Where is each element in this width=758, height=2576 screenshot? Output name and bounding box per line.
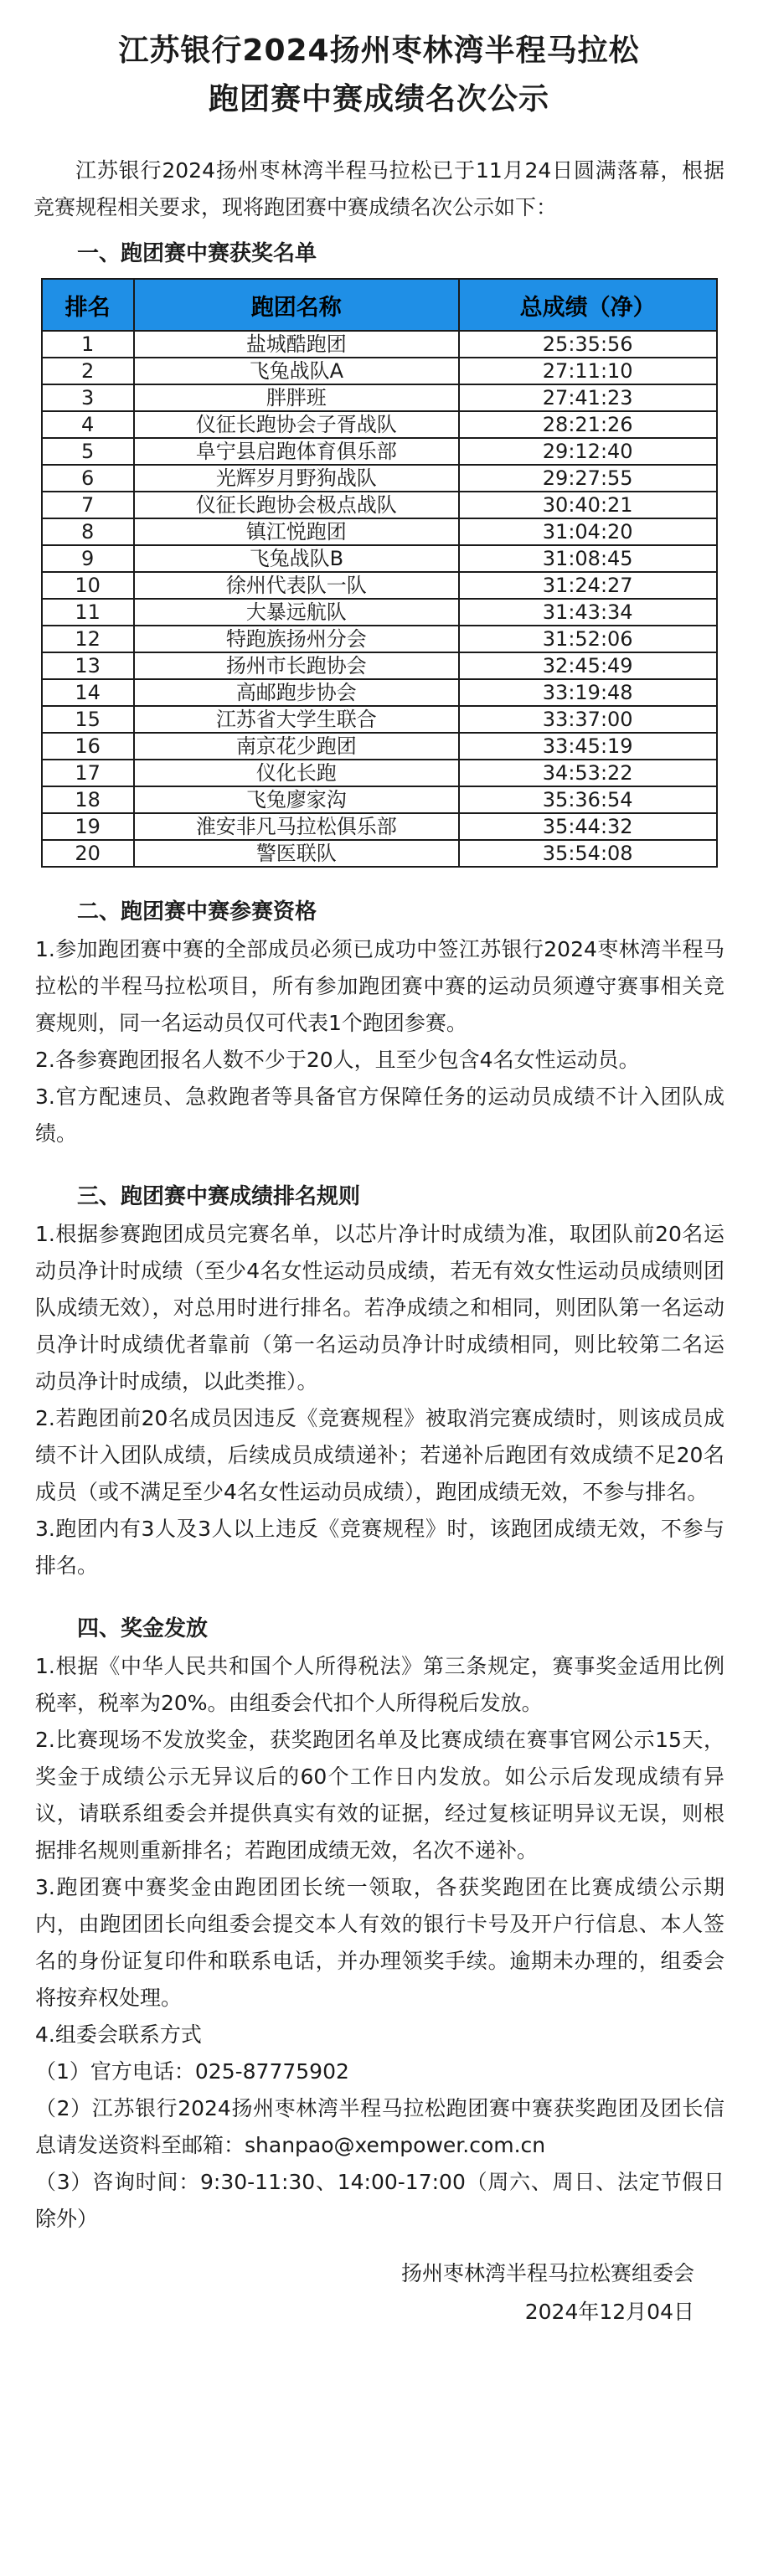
- time-cell: 35:54:08: [459, 840, 717, 867]
- team-cell: 江苏省大学生联合: [134, 706, 459, 733]
- rank-cell: 3: [42, 384, 134, 411]
- team-cell: 仪化长跑: [134, 760, 459, 786]
- time-cell: 31:04:20: [459, 518, 717, 545]
- rank-cell: 15: [42, 706, 134, 733]
- section-4-paragraph-2: 2.比赛现场不发放奖金，获奖跑团名单及比赛成绩在赛事官网公示15天，奖金于成绩公示无异议后的60个工作日内发放。如公示后发现成绩有异议，请联系组委会并提供真实有效的证据，经过复核证明异议无误，则根据排名规则重新排名；若跑团成绩无效，名次不递补。: [35, 1728, 724, 1862]
- team-cell: 特跑族扬州分会: [134, 626, 459, 652]
- rank-cell: 8: [42, 518, 134, 545]
- section-2-paragraph-2: 2.各参赛跑团报名人数不少于20人，且至少包含4名女性运动员。: [35, 1048, 640, 1072]
- time-cell: 31:08:45: [459, 545, 717, 572]
- section-1-heading: 一、跑团赛中赛获奖名单: [77, 241, 317, 266]
- time-cell: 35:44:32: [459, 813, 717, 840]
- table-row: [42, 518, 717, 545]
- time-cell: 33:45:19: [459, 733, 717, 760]
- table-row: [42, 840, 717, 867]
- rank-cell: 6: [42, 465, 134, 492]
- table-header-row: [42, 279, 717, 331]
- section-3-heading: 三、跑团赛中赛成绩排名规则: [77, 1184, 361, 1209]
- time-cell: 32:45:49: [459, 652, 717, 679]
- table-row: [42, 733, 717, 760]
- section-4-heading: 四、奖金发放: [77, 1616, 209, 1641]
- table-row: [42, 679, 717, 706]
- team-cell: 警医联队: [134, 840, 459, 867]
- rank-cell: 11: [42, 599, 134, 626]
- section-3-paragraph-1: 1.根据参赛跑团成员完赛名单，以芯片净计时成绩为准，取团队前20名运动员净计时成绩（至少4名女性运动员成绩，若无有效女性运动员成绩则团队成绩无效），对总用时进行排名。若净成绩之和相同，则团队第一名运动员净计时成绩优者靠前（第一名运动员净计时成绩相同，则比较第二名运动员净计时成绩，以此类推）。: [35, 1222, 724, 1394]
- time-cell: 29:12:40: [459, 438, 717, 465]
- rank-cell: 12: [42, 626, 134, 652]
- team-cell: 阜宁县启跑体育俱乐部: [134, 438, 459, 465]
- time-cell: 33:19:48: [459, 679, 717, 706]
- header-team-name: 跑团名称: [134, 279, 459, 331]
- table-row: [42, 492, 717, 518]
- section-2-heading: 二、跑团赛中赛参赛资格: [77, 899, 317, 925]
- section-4-paragraph-4: 4.组委会联系方式: [35, 2022, 202, 2047]
- time-cell: 28:21:26: [459, 411, 717, 438]
- time-cell: 31:52:06: [459, 626, 717, 652]
- signature-date: 2024年12月04日: [524, 2300, 694, 2324]
- team-cell: 胖胖班: [134, 384, 459, 411]
- rank-cell: 13: [42, 652, 134, 679]
- rank-cell: 17: [42, 760, 134, 786]
- team-cell: 飞兔战队B: [134, 545, 459, 572]
- section-4-paragraph-3: 3.跑团赛中赛奖金由跑团团长统一领取，各获奖跑团在比赛成绩公示期内，由跑团团长向组委会提交本人有效的银行卡号及开户行信息、本人签名的身份证复印件和联系电话，并办理领奖手续。逾期未办理的，组委会将按弃权处理。: [35, 1875, 724, 2010]
- rank-cell: 19: [42, 813, 134, 840]
- rank-cell: 20: [42, 840, 134, 867]
- time-cell: 30:40:21: [459, 492, 717, 518]
- rank-cell: 4: [42, 411, 134, 438]
- rank-cell: 5: [42, 438, 134, 465]
- table-row: [42, 572, 717, 599]
- table-row: [42, 760, 717, 786]
- table-row: [42, 438, 717, 465]
- team-cell: 仪征长跑协会极点战队: [134, 492, 459, 518]
- table-row: [42, 384, 717, 411]
- table-row: [42, 813, 717, 840]
- team-cell: 镇江悦跑团: [134, 518, 459, 545]
- rank-cell: 10: [42, 572, 134, 599]
- rank-cell: 7: [42, 492, 134, 518]
- rank-cell: 16: [42, 733, 134, 760]
- table-row: [42, 411, 717, 438]
- results-table: [41, 278, 718, 868]
- section-2-paragraph-3: 3.官方配速员、急救跑者等具备官方保障任务的运动员成绩不计入团队成绩。: [35, 1084, 724, 1146]
- team-cell: 扬州市长跑协会: [134, 652, 459, 679]
- header-total-time: 总成绩（净）: [459, 279, 717, 331]
- table-row: [42, 706, 717, 733]
- rank-cell: 1: [42, 331, 134, 358]
- contact-phone: （1）官方电话：025-87775902: [35, 2059, 349, 2084]
- time-cell: 33:37:00: [459, 706, 717, 733]
- section-4-paragraph-1: 1.根据《中华人民共和国个人所得税法》第三条规定，赛事奖金适用比例税率，税率为20%。由组委会代扣个人所得税后发放。: [35, 1654, 724, 1715]
- time-cell: 35:36:54: [459, 786, 717, 813]
- table-row: [42, 358, 717, 384]
- rank-cell: 9: [42, 545, 134, 572]
- time-cell: 25:35:56: [459, 331, 717, 358]
- team-cell: 光辉岁月野狗战队: [134, 465, 459, 492]
- team-cell: 飞兔廖家沟: [134, 786, 459, 813]
- rank-cell: 18: [42, 786, 134, 813]
- header-rank: 排名: [42, 279, 134, 331]
- team-cell: 仪征长跑协会子胥战队: [134, 411, 459, 438]
- table-row: [42, 786, 717, 813]
- table-row: [42, 652, 717, 679]
- title-line-1: 江苏银行2024扬州枣林湾半程马拉松: [118, 33, 640, 68]
- table-row: [42, 465, 717, 492]
- team-cell: 飞兔战队A: [134, 358, 459, 384]
- time-cell: 31:43:34: [459, 599, 717, 626]
- table-row: [42, 545, 717, 572]
- section-2-paragraph-1: 1.参加跑团赛中赛的全部成员必须已成功中签江苏银行2024枣林湾半程马拉松的半程马拉松项目，所有参加跑团赛中赛的运动员须遵守赛事相关竞赛规则，同一名运动员仅可代表1个跑团参赛。: [35, 937, 724, 1035]
- section-3-paragraph-2: 2.若跑团前20名成员因违反《竞赛规程》被取消完赛成绩时，则该成员成绩不计入团队成绩，后续成员成绩递补；若递补后跑团有效成绩不足20名成员（或不满足至少4名女性运动员成绩），跑团成绩无效，不参与排名。: [35, 1406, 724, 1504]
- rank-cell: 2: [42, 358, 134, 384]
- team-cell: 大暴远航队: [134, 599, 459, 626]
- team-cell: 盐城酷跑团: [134, 331, 459, 358]
- contact-email: （2）江苏银行2024扬州枣林湾半程马拉松跑团赛中赛获奖跑团及团长信息请发送资料至邮箱：shanpao@xempower.com.cn: [35, 2096, 724, 2157]
- section-3-paragraph-3: 3.跑团内有3人及3人以上违反《竞赛规程》时，该跑团成绩无效，不参与排名。: [35, 1517, 724, 1578]
- signature-organization: 扬州枣林湾半程马拉松赛组委会: [400, 2261, 694, 2285]
- title-line-2: 跑团赛中赛成绩名次公示: [208, 82, 549, 116]
- time-cell: 29:27:55: [459, 465, 717, 492]
- team-cell: 南京花少跑团: [134, 733, 459, 760]
- time-cell: 27:41:23: [459, 384, 717, 411]
- team-cell: 淮安非凡马拉松俱乐部: [134, 813, 459, 840]
- contact-hours: （3）咨询时间：9:30-11:30、14:00-17:00（周六、周日、法定节假日除外）: [35, 2170, 724, 2231]
- team-cell: 徐州代表队一队: [134, 572, 459, 599]
- time-cell: 34:53:22: [459, 760, 717, 786]
- team-cell: 高邮跑步协会: [134, 679, 459, 706]
- table-row: [42, 599, 717, 626]
- rank-cell: 14: [42, 679, 134, 706]
- time-cell: 27:11:10: [459, 358, 717, 384]
- table-row: [42, 331, 717, 358]
- document-title: [34, 0, 724, 124]
- table-row: [42, 626, 717, 652]
- intro-paragraph: 江苏银行2024扬州枣林湾半程马拉松已于11月24日圆满落幕，根据竞赛规程相关要求，现将跑团赛中赛成绩名次公示如下：: [34, 158, 724, 219]
- time-cell: 31:24:27: [459, 572, 717, 599]
